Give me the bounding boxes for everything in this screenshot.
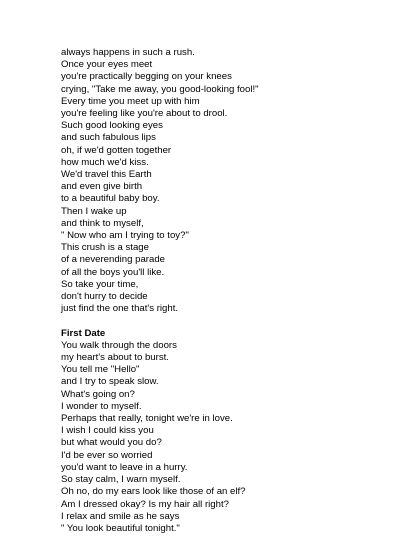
poem-line: I'd be ever so worried bbox=[61, 449, 153, 461]
poem-line: I wish I could kiss you bbox=[61, 425, 154, 437]
poem-line: you're feeling like you're about to drool. bbox=[61, 108, 228, 120]
poem-line: oh, if we'd gotten together bbox=[61, 144, 172, 156]
poem-line: of all the boys you'll like. bbox=[61, 266, 165, 278]
poem-first-date bbox=[61, 340, 401, 535]
poem-line: You tell me "Hello" bbox=[61, 364, 140, 376]
poem-line: but what would you do? bbox=[61, 437, 162, 449]
poem-line: crying, "Take me away, you good-looking fool!" bbox=[61, 83, 259, 95]
poem-line: and such fabulous lips bbox=[61, 132, 156, 144]
poem-title: First Date bbox=[61, 327, 106, 339]
poem-line: Such good looking eyes bbox=[61, 120, 163, 132]
poem-line: Oh no, do my ears look like those of an elf? bbox=[61, 486, 246, 498]
poem-line: and even give birth bbox=[61, 181, 143, 193]
poem-line: and I try to speak slow. bbox=[61, 376, 159, 388]
poem-line: and think to myself, bbox=[61, 217, 144, 229]
poem-continued bbox=[61, 47, 401, 315]
poem-line: of a neverending parade bbox=[61, 254, 166, 266]
poem-line: What's going on? bbox=[61, 388, 135, 400]
poem-line: Every time you meet up with him bbox=[61, 95, 200, 107]
poem-line: always happens in such a rush. bbox=[61, 47, 195, 58]
poem-line: Once your eyes meet bbox=[61, 59, 153, 71]
stanza-gap bbox=[61, 315, 401, 327]
poem-line: Perhaps that really, tonight we're in love. bbox=[61, 413, 233, 425]
poem-line: my heart's about to burst. bbox=[61, 352, 169, 364]
poem-line: You walk through the doors bbox=[61, 339, 177, 351]
poem-line: to a beautiful baby boy. bbox=[61, 193, 160, 205]
poem-line: how much we'd kiss. bbox=[61, 156, 149, 168]
poem-line: just find the one that's right. bbox=[61, 303, 179, 315]
poem-line: " You look beautiful tonight." bbox=[61, 522, 180, 534]
poem-line: you're practically begging on your knees bbox=[61, 71, 232, 83]
poem-line: So take your time, bbox=[61, 278, 139, 290]
poem-line: We'd travel this Earth bbox=[61, 169, 152, 181]
poem-line: So stay calm, I warn myself. bbox=[61, 474, 181, 486]
poem-line: " Now who am I trying to toy?" bbox=[61, 230, 189, 242]
poem-line: Then I wake up bbox=[61, 205, 127, 217]
poem-line: Am I dressed okay? Is my hair all right? bbox=[61, 498, 229, 510]
poem-text-block bbox=[61, 47, 401, 535]
poem-line: I relax and smile as he says bbox=[61, 510, 180, 522]
poem-line: I wonder to myself. bbox=[61, 400, 142, 412]
poem-line: This crush is a stage bbox=[61, 242, 149, 254]
poem-line: don't hurry to decide bbox=[61, 291, 148, 303]
poem-line: you'd want to leave in a hurry. bbox=[61, 461, 188, 473]
